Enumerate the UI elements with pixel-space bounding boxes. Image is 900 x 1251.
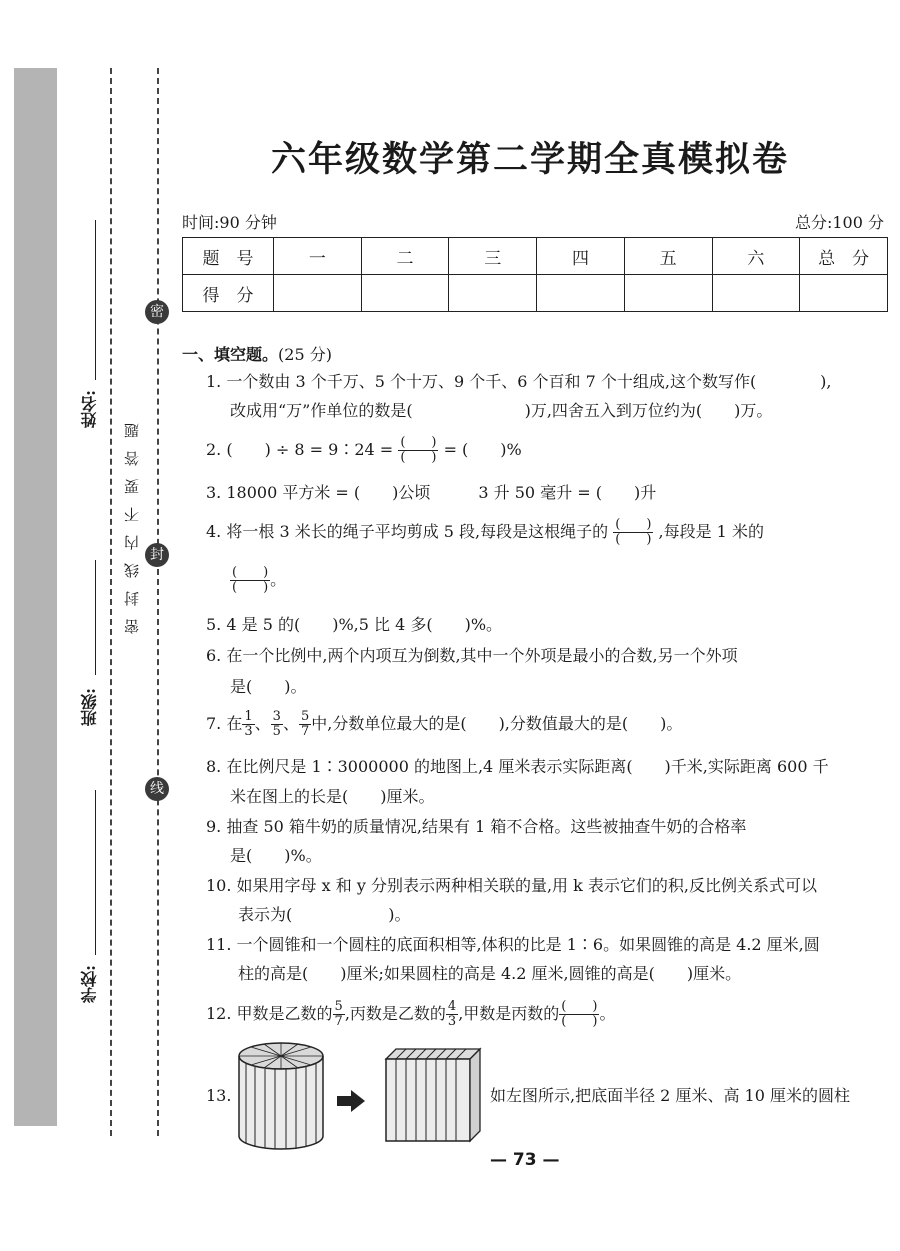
- question-2-pre: 2. ( ) ÷ 8 = 9∶24 =: [206, 440, 394, 459]
- question-12: [206, 1000, 615, 1029]
- question-8-line-2: 米在图上的长是( )厘米。: [230, 787, 435, 806]
- question-6-line-2: 是( )。: [230, 677, 307, 696]
- blank-fraction[interactable]: $\frac{( )}{( )}$: [615, 517, 652, 547]
- total-score: 总分:100 分: [794, 213, 884, 232]
- question-11-line-2: 柱的高是( )厘米;如果圆柱的高是 4.2 厘米,圆锥的高是( )厘米。: [238, 964, 742, 983]
- fraction-5-7: $\frac{5}{7}$: [300, 709, 310, 739]
- question-1-line-1: 1. 一个数由 3 个千万、5 个十万、9 个千、6 个百和 7 个十组成,这个数写作( ),: [206, 372, 832, 391]
- question-7: [206, 710, 682, 739]
- school-label: 学校:: [80, 965, 99, 1003]
- score-table-score-row: [183, 275, 888, 312]
- fraction-3-5: $\frac{3}{5}$: [272, 709, 281, 739]
- question-13-text: 如左图所示,把底面半径 2 厘米、高 10 厘米的圆柱: [490, 1086, 850, 1105]
- question-10-line-1: 10. 如果用字母 x 和 y 分别表示两种相关联的量,用 k 表示它们的积,反比例关系式可以: [206, 876, 817, 895]
- fraction-1-3: $\frac{1}{3}$: [244, 709, 253, 739]
- cuboid-rearranged-illustration: [382, 1045, 484, 1145]
- blank-fraction[interactable]: $\frac{( )}{( )}$: [400, 435, 437, 465]
- question-12-d: 。: [599, 1004, 616, 1023]
- cylinder-sectors-illustration: [236, 1040, 326, 1152]
- score-header-cell: 四: [537, 238, 625, 275]
- score-cell[interactable]: [274, 275, 362, 312]
- question-8-line-1: 8. 在比例尺是 1∶3000000 的地图上,4 厘米表示实际距离( )千米,实际距离 600 千: [206, 757, 829, 776]
- score-cell[interactable]: [712, 275, 800, 312]
- class-underline: [95, 560, 96, 675]
- section-score: (25 分): [278, 345, 332, 364]
- question-4-end: 。: [270, 570, 287, 589]
- time-limit: 时间:90 分钟: [182, 213, 277, 232]
- score-cell[interactable]: [449, 275, 537, 312]
- question-13-number: 13.: [206, 1086, 232, 1105]
- section-title: [182, 342, 332, 365]
- blank-fraction[interactable]: $\frac{( )}{( )}$: [232, 565, 269, 595]
- question-4-line-2: [230, 566, 286, 595]
- section-title-text: 一、填空题。: [182, 345, 279, 364]
- score-header-cell: 三: [449, 238, 537, 275]
- score-header-cell: 总 分: [800, 238, 888, 275]
- no-answer-note: 密封线内不要答题: [123, 410, 141, 634]
- separator: 、: [282, 714, 299, 733]
- score-header-cell: 二: [361, 238, 449, 275]
- question-7-pre: 7. 在: [206, 714, 243, 733]
- question-12-c: ,甲数是丙数的: [458, 1004, 560, 1023]
- score-header-cell: 六: [712, 238, 800, 275]
- name-underline: [95, 220, 96, 380]
- seal-dashed-line-outer: [110, 68, 112, 1136]
- page-title: 六年级数学第二学期全真模拟卷: [270, 139, 789, 180]
- class-label: 班级:: [80, 688, 99, 726]
- score-header-cell: 五: [624, 238, 712, 275]
- question-3: 3. 18000 平方米 = ( )公顷 3 升 50 毫升 = ( )升: [206, 483, 657, 502]
- seal-mark-feng: 封: [145, 543, 169, 567]
- score-cell[interactable]: [361, 275, 449, 312]
- question-10-line-2: 表示为( )。: [238, 905, 411, 924]
- question-9-line-1: 9. 抽查 50 箱牛奶的质量情况,结果有 1 箱不合格。这些被抽查牛奶的合格率: [206, 817, 747, 836]
- question-12-a: 12. 甲数是乙数的: [206, 1004, 333, 1023]
- question-5: 5. 4 是 5 的( )%,5 比 4 多( )%。: [206, 615, 503, 634]
- name-label: 姓名:: [80, 390, 99, 428]
- score-table: [182, 237, 888, 312]
- seal-dashed-line-inner: [157, 68, 159, 1136]
- question-1-line-2: 改成用“万”作单位的数是( )万,四舍五入到万位约为( )万。: [230, 401, 773, 420]
- binding-margin-band: [14, 68, 57, 1126]
- question-12-b: ,丙数是乙数的: [344, 1004, 446, 1023]
- seal-mark-mi: 密: [145, 300, 169, 324]
- blank-fraction[interactable]: $\frac{( )}{( )}$: [561, 999, 598, 1029]
- score-header-cell: 一: [274, 238, 362, 275]
- separator: 、: [254, 714, 271, 733]
- question-4-post: ,每段是 1 米的: [658, 522, 764, 541]
- score-header-cell: 题 号: [183, 238, 274, 275]
- seal-mark-xian: 线: [145, 777, 169, 801]
- fraction-4-3: $\frac{4}{3}$: [447, 999, 457, 1029]
- school-underline: [95, 790, 96, 955]
- question-4-pre: 4. 将一根 3 米长的绳子平均剪成 5 段,每段是这根绳子的: [206, 522, 609, 541]
- question-2-post: = ( )%: [443, 440, 522, 459]
- score-row-label: 得 分: [183, 275, 274, 312]
- question-11-line-1: 11. 一个圆锥和一个圆柱的底面积相等,体积的比是 1∶6。如果圆锥的高是 4.2 厘米,圆: [206, 935, 820, 954]
- question-9-line-2: 是( )%。: [230, 846, 322, 865]
- score-table-header-row: [183, 238, 888, 275]
- question-6-line-1: 6. 在一个比例中,两个内项互为倒数,其中一个外项是最小的合数,另一个外项: [206, 646, 738, 665]
- score-cell[interactable]: [537, 275, 625, 312]
- page-number: — 73 —: [490, 1150, 560, 1170]
- question-7-post: 中,分数单位最大的是( ),分数值最大的是( )。: [311, 714, 683, 733]
- question-4-line-1: [206, 518, 764, 547]
- score-cell[interactable]: [800, 275, 888, 312]
- question-2: [206, 436, 522, 465]
- fraction-5-7: $\frac{5}{7}$: [334, 999, 343, 1029]
- score-cell[interactable]: [624, 275, 712, 312]
- arrow-right-icon: [337, 1090, 365, 1112]
